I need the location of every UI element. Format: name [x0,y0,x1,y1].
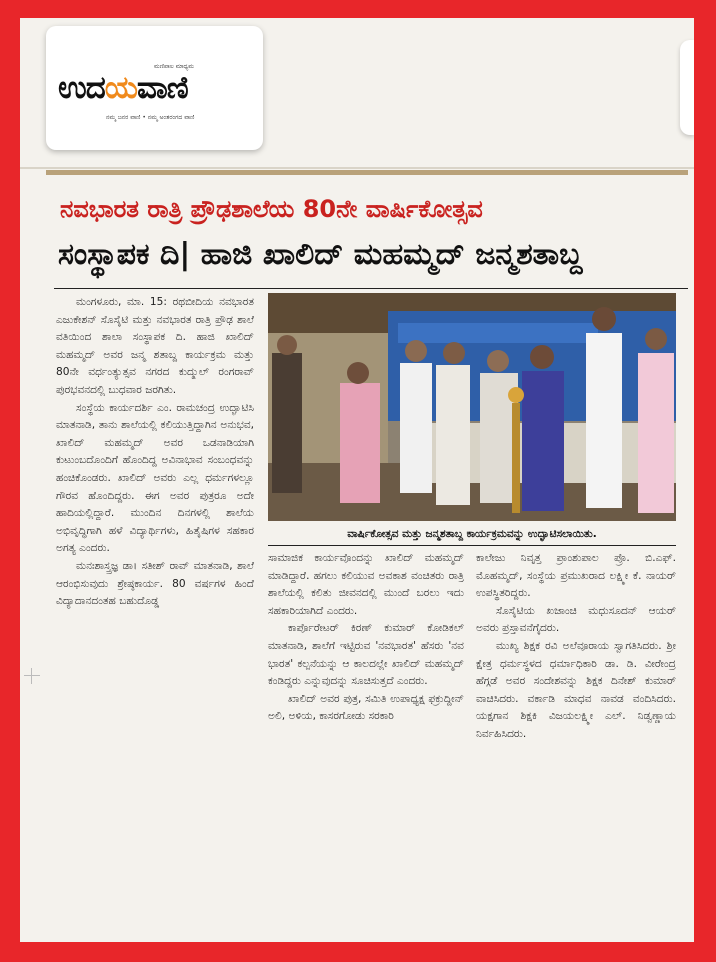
section-rule [46,170,688,175]
masthead-tagline-top: ಮಣಿಪಾಲ ಮಾಧ್ಯಮ [154,63,194,70]
logo-right: ವಾಣಿ [136,70,188,106]
event-photo-illustration [268,293,676,521]
masthead-card [46,26,263,150]
headline-rule [54,288,688,289]
article-column-1 [56,294,254,934]
paragraph: ಸಂಸ್ಥೆಯ ಕಾರ್ಯದರ್ಶಿ ಎಂ. ರಾಮಚಂದ್ರ ಉದ್ಘಾಟಿಸಿ ಮಾತನಾಡಿ, ತಾನು ಶಾಲೆಯಲ್ಲಿ ಕಲಿಯುತ್ತಿದ್ದಾಗಿನ ಅನುಭವ, ಖಾಲಿದ್ ಮಹಮ್ಮದ್ ಅವರ ಒಡನಾಡಿಯಾಗಿ ಕುಟುಂಬದೊಂದಿಗೆ ಹೊಂದಿದ್ದ ಅವಿನಾಭಾವ ಸಂಬಂಧವನ್ನು ಹಂಚಿಕೊಂಡರು. ಖಾಲಿದ್ ಅವರು ಎಲ್ಲ ಧರ್ಮಗಳಲ್ಲೂ ಗೌರವ ಹೊಂದಿದ್ದರು. ಈಗ ಅವರ ಪುತ್ರರೂ ಅದೇ ಹಾದಿಯಲ್ಲಿದ್ದಾರೆ. ಮುಂದಿನ ದಿನಗಳಲ್ಲಿ ಶಾಲೆಯ ಅಭಿವೃದ್ಧಿಗಾಗಿ ಹಳೆ ವಿದ್ಯಾರ್ಥಿಗಳು, ಹಿತೈಷಿಗಳ ಸಹಕಾರ ಅಗತ್ಯ ಎಂದರು. [56,401,254,555]
paragraph: ಮನಃಶಾಸ್ತ್ರಜ್ಞ ಡಾ। ಸತೀಶ್ ರಾವ್ ಮಾತನಾಡಿ, ಶಾಲೆ ಆರಂಭಿಸುವುದು ಶ್ರೇಷ್ಠಕಾರ್ಯ. 80 ವರ್ಷಗಳ ಹಿಂದೆ ವಿದ್ಯಾದಾನದಂತಹ ಬಹುದೊಡ್ಡ [56,559,254,608]
masthead-tagline-bottom: ನಮ್ಮ ಜನರ ವಾಣಿ • ನಮ್ಮ ಅಂತರಂಗದ ವಾಣಿ [106,114,195,121]
headline-black: ಸಂಸ್ಥಾಪಕ ದಿ| ಹಾಜಿ ಖಾಲಿದ್ ಮಹಮ್ಮದ್ ಜನ್ಮಶತಾಬ್ದ [58,237,583,272]
headline-red: ನವಭಾರತ ರಾತ್ರಿ ಪ್ರೌಢಶಾಲೆಯ 80ನೇ ವಾರ್ಷಿಕೋತ್ಸವ [60,195,483,223]
newspaper-clipping [20,18,694,942]
adjacent-card-edge [680,40,694,135]
paragraph: ಸೊಸೈಟಿಯ ಖಜಾಂಚಿ ಮಧುಸೂದನ್ ಆಯರ್ ಅವರು ಪ್ರಸ್ತಾವನೆಗೈದರು. [476,604,676,635]
newspaper-logo [58,70,188,107]
paragraph: ಸಾಮಾಜಿಕ ಕಾರ್ಯವೊಂದನ್ನು ಖಾಲಿದ್ ಮಹಮ್ಮದ್ ಮಾಡಿದ್ದಾರೆ. ಹಗಲು ಕಲಿಯುವ ಅವಕಾಶ ವಂಚಿತರು ರಾತ್ರಿ ಶಾಲೆಯಲ್ಲಿ ಕಲಿತು ಜೀವನದಲ್ಲಿ ಮುಂದೆ ಬರಲು ಇದು ಸಹಕಾರಿಯಾಗಿದೆ ಎಂದರು. [268,552,464,617]
paragraph: ಕಾರ್ಪೊರೇಟರ್ ಕಿರಣ್ ಕುಮಾರ್ ಕೋಡಿಕಲ್ ಮಾತನಾಡಿ, ಶಾಲೆಗೆ ಇಟ್ಟಿರುವ 'ನವಭಾರತ' ಹೆಸರು 'ನವ ಭಾರತ' ಕಲ್ಪನೆಯನ್ನು ಆ ಕಾಲದಲ್ಲೇ ಖಾಲಿದ್ ಮಹಮ್ಮದ್ ಕಂಡಿದ್ದರು ಎನ್ನುವುದನ್ನು ಸೂಚಿಸುತ್ತದೆ ಎಂದರು. [268,622,464,688]
logo-left: ಉದ [58,70,105,106]
article-column-2 [268,550,464,934]
paragraph: ಖಾಲಿದ್ ಅವರ ಪುತ್ರ, ಸಮಿತಿ ಉಪಾಧ್ಯಕ್ಷ ಫಕ್ರುದ್ದೀನ್ ಅಲಿ, ಅಳಿಯ, ಕಾಸರಗೋಡು ಸರಕಾರಿ [268,692,464,723]
masthead-divider [20,167,694,169]
crosshair-mark [24,668,40,684]
photo-caption: ವಾರ್ಷಿಕೋತ್ಸವ ಮತ್ತು ಜನ್ಮಶತಾಬ್ದ ಕಾರ್ಯಕ್ರಮವನ್ನು ಉದ್ಘಾಟಿಸಲಾಯಿತು. [268,523,676,546]
event-photo [268,293,676,521]
paragraph: ಮಂಗಳೂರು, ಮಾ. 15: ರಥಬೀದಿಯ ನವಭಾರತ ಎಜುಕೇಶನ್ ಸೊಸೈಟಿ ಮತ್ತು ನವಭಾರತ ರಾತ್ರಿ ಪ್ರೌಢ ಶಾಲೆ ವತಿಯಿಂದ ಶಾಲಾ ಸಂಸ್ಥಾಪಕ ದಿ. ಹಾಜಿ ಖಾಲಿದ್ ಮಹಮ್ಮದ್ ಅವರ ಜನ್ಮ ಶತಾಬ್ದ ಕಾರ್ಯಕ್ರಮ ಮತ್ತು 80ನೇ ವರ್ಧಂತ್ಯುತ್ಸವ ನಗರದ ಕುದ್ಮುಲ್ ರಂಗರಾವ್ ಪುರಭವನದಲ್ಲಿ ಬುಧವಾರ ಜರಗಿತು. [56,296,254,396]
paragraph: ಕಾಲೇಜು ನಿವೃತ್ತ ಪ್ರಾಂಶುಪಾಲ ಪ್ರೊ. ಬಿ.ಎಫ್. ಮೊಹಮ್ಮದ್, ಸಂಸ್ಥೆಯ ಪ್ರಮುಖರಾದ ಲಕ್ಷ್ಮೀ ಕೆ. ನಾಯರ್ ಉಪಸ್ಥಿತರಿದ್ದರು. [476,552,676,600]
article-column-3 [476,550,676,934]
logo-mid: ಯ [104,70,137,106]
paragraph: ಮುಖ್ಯ ಶಿಕ್ಷಕ ರವಿ ಅಲೆವೂರಾಯ ಸ್ವಾಗತಿಸಿದರು. ಶ್ರೀ ಕ್ಷೇತ್ರ ಧರ್ಮಸ್ಥಳದ ಧರ್ಮಾಧಿಕಾರಿ ಡಾ. ಡಿ. ವೀರೇಂದ್ರ ಹೆಗ್ಗಡೆ ಅವರ ಸಂದೇಶವನ್ನು ಶಿಕ್ಷಕ ದಿನೇಶ್ ಕುಮಾರ್ ವಾಚಿಸಿದರು. ವರ್ಕಾಡಿ ಮಾಧವ ನಾವಡ ವಂದಿಸಿದರು. ಯಕ್ಷಗಾನ ಶಿಕ್ಷಕಿ ವಿಜಯಲಕ್ಷ್ಮೀ ಎಲ್. ನಿಡ್ವಣ್ಣಾಯ ನಿರ್ವಹಿಸಿದರು. [476,639,676,740]
